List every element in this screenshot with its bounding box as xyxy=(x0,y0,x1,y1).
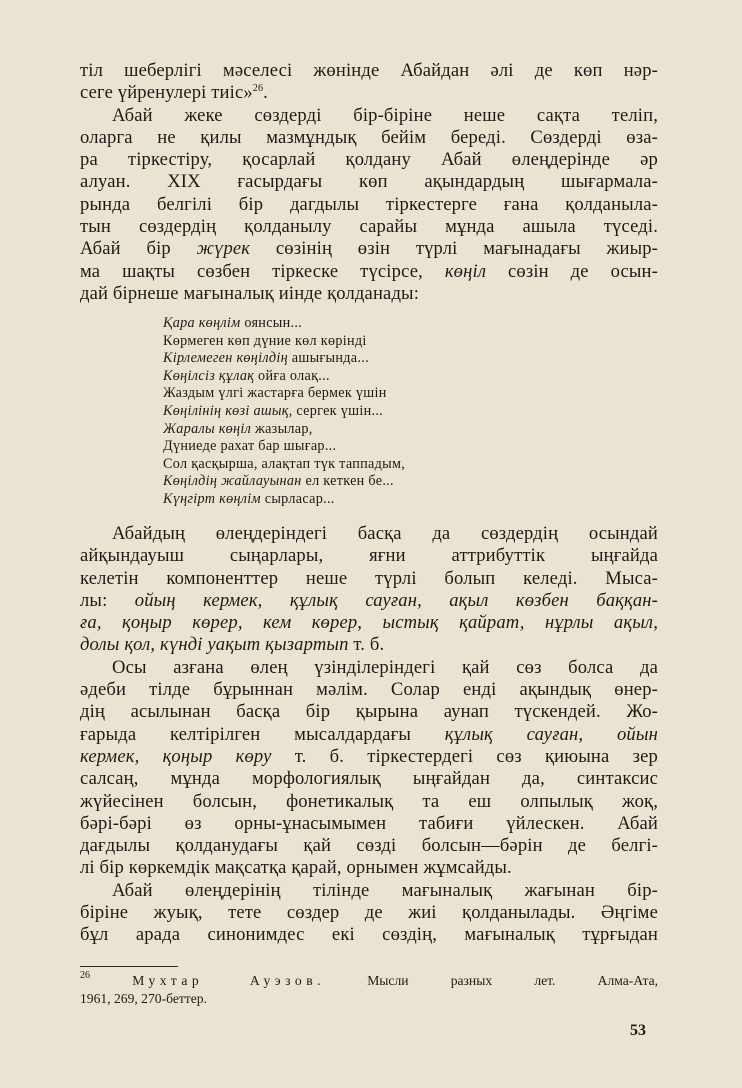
text-line: долы қол, күнді уақыт қызартып т. б. xyxy=(80,634,385,656)
poem-line: Көрмеген көп дүние көл көрінді xyxy=(163,332,367,349)
text-line: дай бірнеше мағыналық иінде қолданады: xyxy=(80,282,420,304)
poem-line: Қара көңлім оянсын... xyxy=(163,315,303,331)
poem-line: Көңілінің көзі ашық, сергек үшін... xyxy=(163,402,384,419)
footnote-line: $^{26}$ Мухтар Ауэзов. Мысли разных лет. Алма-Ата, xyxy=(80,970,658,988)
text-line: айқындауыш сыңарлары, яғни аттрибуттік ыңғайда xyxy=(80,545,658,567)
text-line: жүйесінен болсын, фонетикалық та еш олпылық жоқ, xyxy=(80,790,658,812)
footnote-ref: 26 xyxy=(252,83,264,95)
footnote-mark: 26 xyxy=(80,970,90,981)
text-line: дағдылы қолданудағы қай сөзді болсын—бәрін де белгі- xyxy=(80,835,658,857)
poem-line: Кірлемеген көңілдің ашығында... xyxy=(163,350,369,367)
text-line: ғарыда келтірілген мысалдардағы құлық сауған, ойын xyxy=(80,723,658,745)
paragraph-start: Осы азғана өлең үзінділеріндегі қай сөз болса да xyxy=(112,656,658,678)
paragraph-start: Абайдың өлеңдеріндегі басқа да сөздердің осындай xyxy=(112,523,658,544)
poem-line: Дүниеде рахат бар шығар... xyxy=(163,438,337,455)
text-line: ға, қоңыр көрер, кем көрер, ыстық қайрат, нұрлы ақыл, xyxy=(80,612,658,634)
text-line: лы: ойың кермек, құлық сауған, ақыл көзбен баққан- xyxy=(80,589,659,611)
text-line: алуан. XIX ғасырдағы көп ақындардың шығармала- xyxy=(80,171,658,193)
main-text-continued xyxy=(80,523,658,947)
text-line: тын сөздердің қолданылу сарайы мұнда ашыла түседі. xyxy=(80,216,658,238)
text-line: кермек, қоңыр көру т. б. тіркестердегі сөз қиюына зер xyxy=(80,745,658,767)
text-line: келетін компоненттер неше түрлі болып келеді. Мыса- xyxy=(80,567,658,589)
text-line: лі бір көркемдік мақсатқа қарай, орнымен жұмсайды. xyxy=(80,857,512,879)
poem-line: Көңілсіз құлақ ойға олақ... xyxy=(163,367,330,384)
text-line: оларга не қилы мазмұндық бейім береді. Сөздерді өза- xyxy=(80,126,658,148)
poem-line: Жаралы көңіл жазылар, xyxy=(163,420,313,437)
footnote-author: Мухтар Ауэзов. xyxy=(132,973,326,988)
page-number: 53 xyxy=(630,1022,646,1039)
poem-line: Көңілдің жайлауынан ел кеткен бе... xyxy=(163,473,394,490)
text-line: тіл шеберлігі мәселесі жөнінде Абайдан әлі де көп нәр- xyxy=(80,60,658,81)
text-line: салсаң, мұнда морфологиялық ыңғайдан да, синтаксис xyxy=(80,768,658,790)
text-line: бұл арада синонимдес екі сөздің, мағыналық тұрғыдан xyxy=(80,924,658,946)
text-line: әдеби тілде бұрыннан мәлім. Солар енді ақындық өнер- xyxy=(80,679,658,701)
paragraph-start: Абай жеке сөздерді бір-біріне неше сақта теліп, xyxy=(112,104,658,126)
paragraph-start: Абай өлеңдерінің тілінде мағыналық жағынан бір- xyxy=(112,879,658,901)
main-text xyxy=(80,60,658,305)
poem-excerpt xyxy=(163,315,543,509)
footnote-line: 1961, 269, 270-беттер. xyxy=(80,990,207,1006)
footnote-divider xyxy=(80,966,178,967)
text-line: рында белгілі бір дагдылы тіркестерге ғана қолданыла- xyxy=(80,193,658,215)
text-line: біріне жуық, тете сөздер де жиі қолданылады. Әңгіме xyxy=(80,902,658,924)
text-line: ма шақты сөзбен тіркеске түсірсе, көңіл сөзін де осын- xyxy=(80,260,658,282)
poem-line: Сол қасқырша, алақтап түк таппадым, xyxy=(163,455,406,472)
footnote xyxy=(80,972,658,1007)
text-line: ра тіркестіру, қосарлай қолдану Абай өлеңдерінде әр xyxy=(80,149,658,171)
poem-line: Күңгірт көңлім сырласар... xyxy=(163,490,335,507)
text-line: дің асылынан басқа бір қырына аунап түскендей. Жо- xyxy=(80,701,658,723)
text-line: сеге үйренулері тиіс»$^{26}$. xyxy=(80,82,268,104)
text-line: бәрі-бәрі өз орны-ұнасымымен табиғи үйлескен. Абай xyxy=(80,812,658,834)
text-line: Абай бір жүрек сөзінің өзін түрлі мағынадағы жиыр- xyxy=(80,238,659,260)
poem-line: Жаздым үлгі жастарға бермек үшін xyxy=(163,385,387,402)
